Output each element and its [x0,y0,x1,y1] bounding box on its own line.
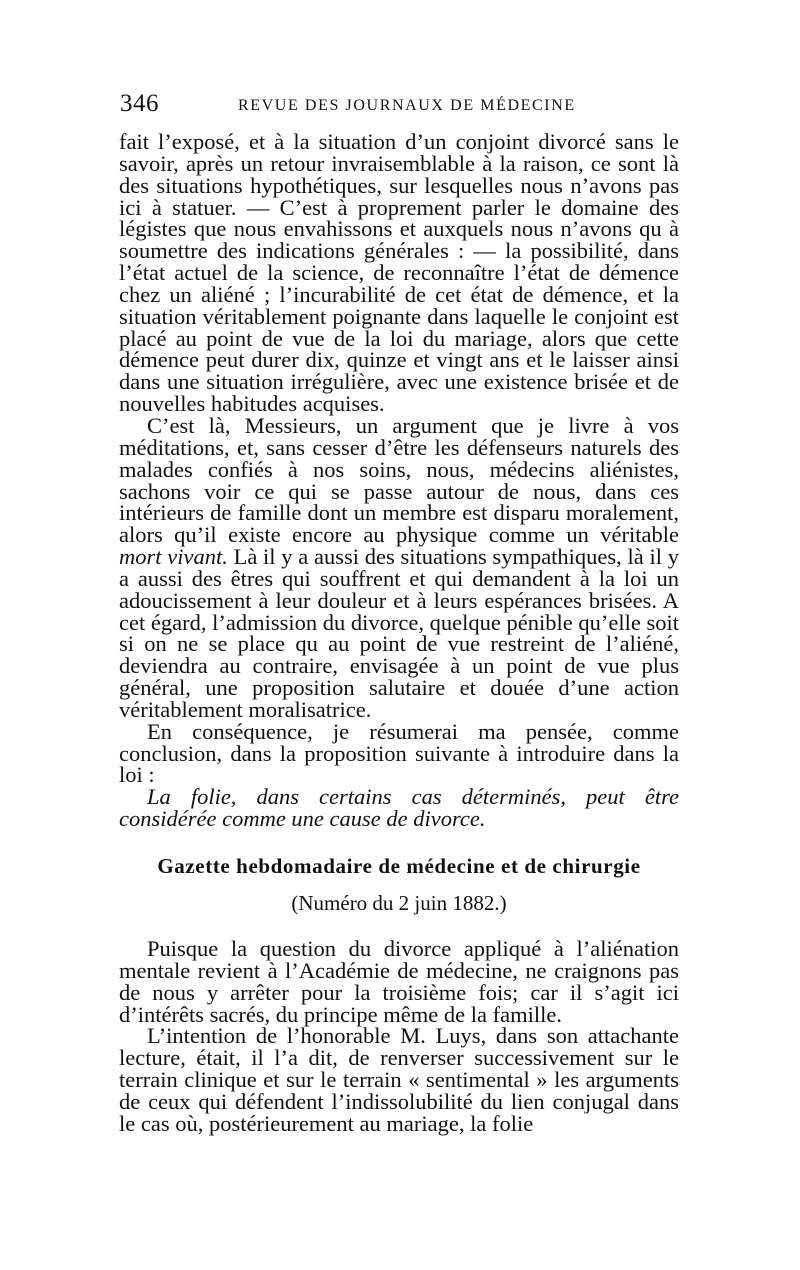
paragraph: Puisque la question du divorce appliqué à l’aliénation mentale revient à l’Académie de médecine, ne craignons pas de nous y arrêter pour la troisième fois; car il s’agit ici d’intérêts sacrés, du principe même de la famille. [119,936,679,1027]
section-heading: Gazette hebdomadaire de médecine et de chirurgie [157,854,641,878]
paragraph [119,412,679,722]
page-number: 346 [120,90,159,117]
issue-dateline: (Numéro du 2 juin 1882.) [291,891,507,915]
paragraph: En conséquence, je résumerai ma pensée, comme conclusion, dans la proposition suivante à introduire dans la loi : [119,718,679,788]
italic-phrase: mort vivant. [119,544,228,570]
article-body [119,938,679,1135]
running-head: REVUE DES JOURNAUX DE MÉDECINE [238,97,576,114]
text-run: Là il y a aussi des situations sympathiques, là il y a aussi des êtres qui souffrent et qui demandent à la loi un adoucissement à leur douleur et à leurs espérances brisées. A cet égard, l’admission du divorce, quelque pénible qu’elle soit si on ne se place qu au point de vue restreint de l’aliéné, deviendra au contraire, envisagée à un point de vue plus général, une proposition salutaire et douée d’une action véritablement moralisatrice. [119,544,679,722]
paragraph: L’intention de l’honorable M. Luys, dans son attachante lecture, était, il l’a dit, de renverser successivement sur le terrain clinique et sur le terrain « sentimental » les arguments de ceux qui défendent l’indissolubilité du lien conjugal dans le cas où, postérieurement au mariage, la folie [119,1023,679,1136]
conclusion-statement: La folie, dans certains cas déterminés, peut être considérée comme une cause de divorce. [119,784,679,832]
text-run: C’est là, Messieurs, un argument que je livre à vos méditations, et, sans cesser d’être les défenseurs naturels des malades confiés à nos soins, nous, médecins aliénistes, sachons voir ce qui se passe autour de nous, dans ces intérieurs de famille dont un membre est disparu moralement, alors qu’il existe encore au physique comme un véritable [119,412,679,548]
paragraph: fait l’exposé, et à la situation d’un conjoint divorcé sans le savoir, après un retour invraisemblable à la raison, ce sont là des situations hypothétiques, sur lesquelles nous n’avons pas ici à statuer. — C’est à proprement parler le domaine des légistes que nous envahissons et auxquels nous n’avons qu à soumettre des indications générales : — la possibilité, dans l’état actuel de la science, de reconnaître l’état de démence chez un aliéné ; l’incurabilité de cet état de démence, et la situation véritablement poignante dans laquelle le conjoint est placé au point de vue de la loi du mariage, alors que cette démence peut durer dix, quinze et vingt ans et le laisser ainsi dans une situation irrégulière, avec une existence brisée et de nouvelles habitudes acquises. [119,129,679,417]
page-header [120,90,680,124]
article-continuation [119,131,679,830]
